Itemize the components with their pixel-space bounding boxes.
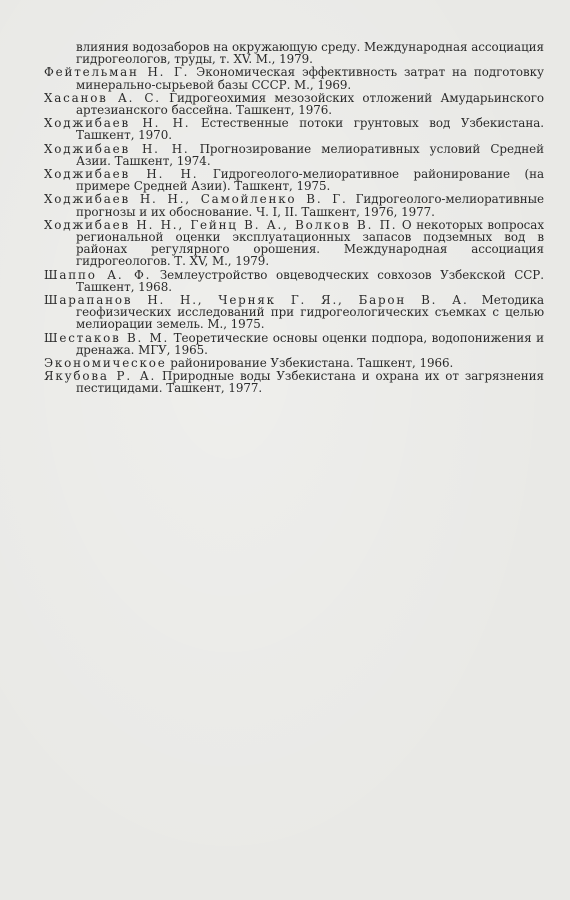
reference-text: Теоретические основы оценки подпора, водопонижения и дренажа. МГУ, 1965. — [76, 330, 544, 357]
reference-author: Фейтельман Н. Г. — [44, 65, 190, 80]
reference-entry — [44, 143, 544, 167]
reference-author: Ходжибаев Н. Н., Гейнц В. А., Волков В. П. — [44, 217, 398, 232]
reference-text: О некоторых вопросах региональной оценки эксплуатационных запасов подземных вод в районах регулярного орошения. Международная ассоциация гидрогеологов. Т. XV, М., 1979. — [76, 217, 544, 269]
reference-text: Гидрогеолого-мелиоративные прогнозы и их обоснование. Ч. I, II. Ташкент, 1976, 1977. — [76, 192, 544, 219]
reference-entry — [44, 66, 544, 90]
reference-text: Методика геофизических исследований при гидрогеологических съемках с целью мелиорации земель. М., 1975. — [76, 293, 545, 332]
reference-text: Землеустройство овцеводческих совхозов Узбекской ССР. Ташкент, 1968. — [76, 267, 544, 294]
reference-text: влияния водозаборов на окружающую среду. Международная ассоциация гидрогеологов, труды, т. XV. М., 1979. — [76, 40, 544, 67]
reference-entry — [44, 357, 544, 369]
reference-entry — [44, 332, 544, 356]
reference-entry — [44, 92, 544, 116]
reference-entry — [44, 370, 544, 394]
reference-author: Ходжибаев Н. Н., Самойленко В. Г. — [44, 192, 348, 207]
reference-author: Шаппо А. Ф. — [44, 267, 152, 282]
reference-text: Экономическая эффективность затрат на подготовку минерально-сырьевой базы СССР. М., 1969. — [76, 65, 544, 92]
reference-author: Ходжибаев Н. Н. — [44, 116, 191, 131]
reference-entry — [44, 117, 544, 141]
reference-author: Экономическое — [44, 356, 167, 371]
reference-author: Шестаков В. М. — [44, 330, 170, 345]
reference-author: Хасанов А. С. — [44, 90, 161, 105]
reference-entry — [44, 219, 544, 268]
reference-text: Гидрогеолого-мелиоративное районирование (на примере Средней Азии). Ташкент, 1975. — [76, 167, 544, 194]
reference-entry — [44, 168, 544, 192]
reference-list — [44, 41, 544, 395]
reference-text: Прогнозирование мелиоративных условий Средней Азии. Ташкент, 1974. — [76, 141, 544, 168]
reference-author: Ходжибаев Н. Н. — [44, 167, 199, 182]
reference-text: Природные воды Узбекистана и охрана их от загрязнения пестицидами. Ташкент, 1977. — [76, 369, 544, 396]
reference-author: Ходжибаев Н. Н. — [44, 141, 190, 156]
reference-text: Естественные потоки грунтовых вод Узбекистана. Ташкент, 1970. — [76, 116, 544, 143]
reference-entry — [44, 41, 544, 65]
reference-text: Гидрогеохимия мезозойских отложений Амударьинского артезианского бассейна. Ташкент, 1976. — [76, 90, 544, 118]
reference-entry — [44, 193, 544, 217]
reference-author: Шарапанов Н. Н., Черняк Г. Я., Барон В. А. — [44, 293, 469, 308]
reference-text: районирование Узбекистана. Ташкент, 1966. — [166, 356, 454, 371]
reference-entry — [44, 294, 544, 331]
reference-entry — [44, 269, 544, 293]
reference-author: Якубова Р. А. — [44, 369, 157, 384]
